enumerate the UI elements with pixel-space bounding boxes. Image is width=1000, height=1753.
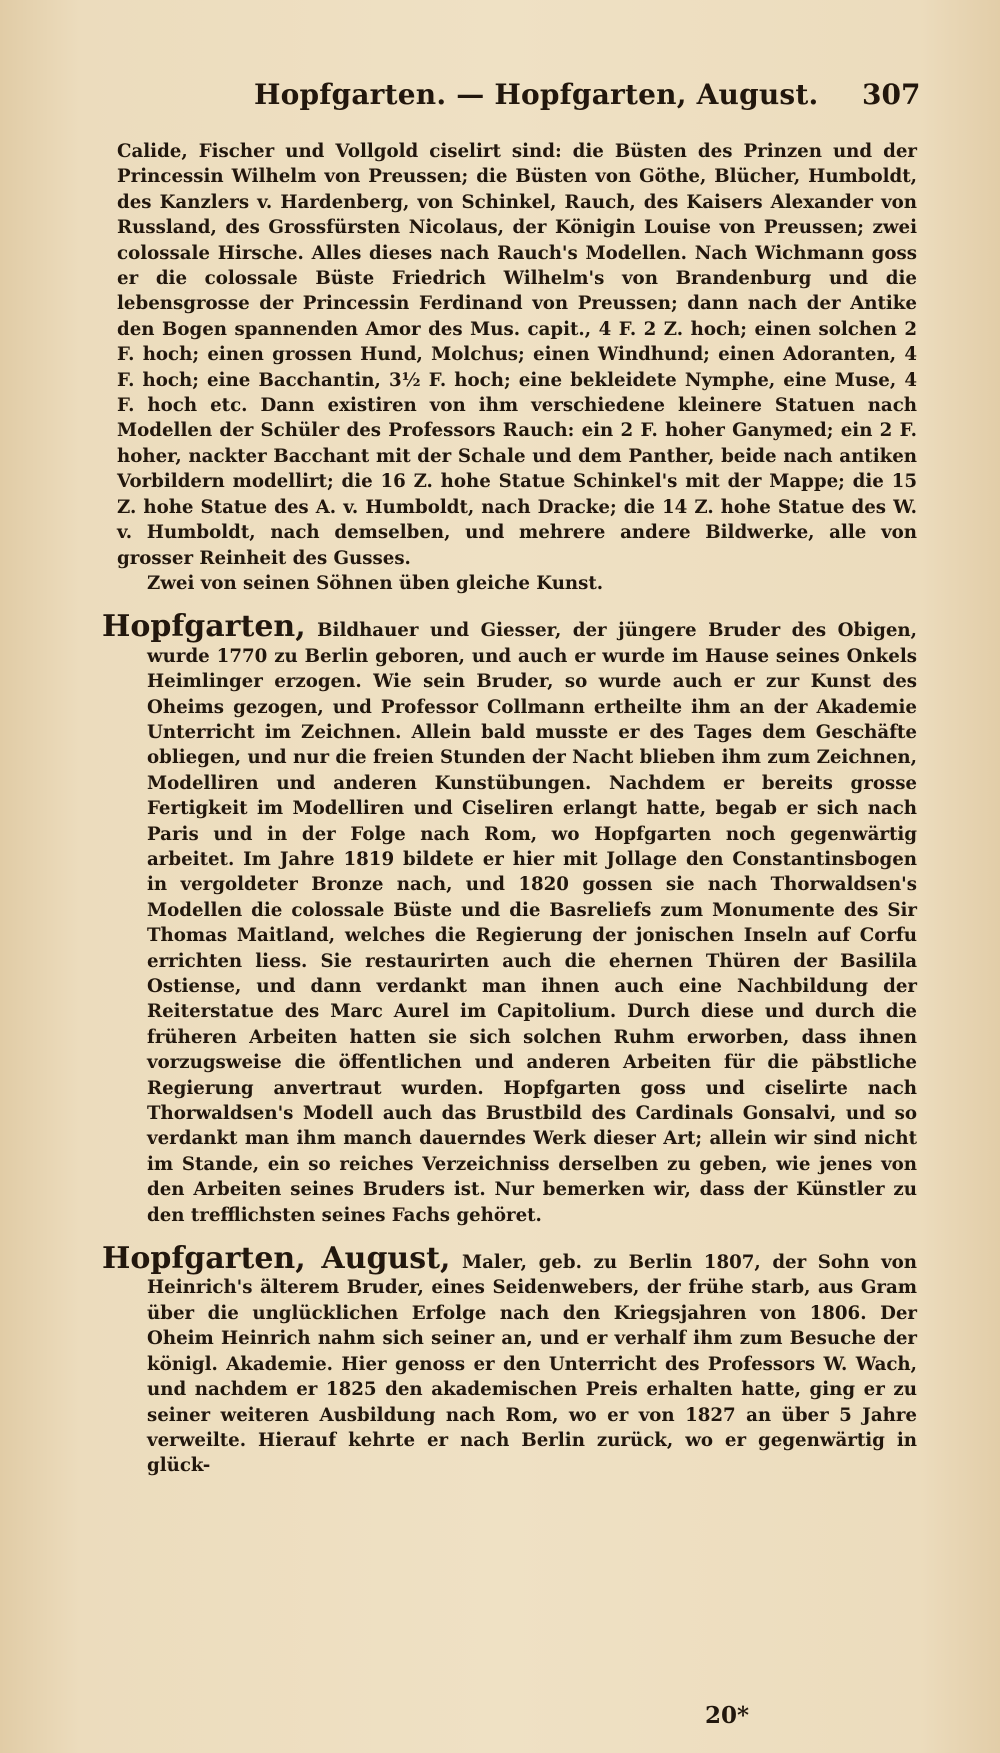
entry-text: Maler, geb. zu Berlin 1807, der Sohn von Heinrich's älterem Bruder, eines Seidenwebers, der frühe starb, aus Gram über die unglücklichen Erfolge nach den Kriegsjahren von 1806. Der Oheim Heinrich nahm sich seiner an, und er verhalf ihm zum Besuche der königl. Akademie. Hier genoss er den Unterricht des Professors W. Wach, und nachdem er 1825 den akademischen Preis erhalten hatte, ging er zu seiner weiteren Ausbildung nach Rom, wo er von 1827 an über 5 Jahre verweilte. Hierauf kehrte er nach Berlin zurück, wo er gegenwärtig in glück-: [147, 1252, 917, 1477]
running-head: Hopfgarten. — Hopfgarten, August.: [254, 78, 819, 111]
entry-text: Bildhauer und Giesser, der jüngere Bruder des Obigen, wurde 1770 zu Berlin geboren, und auch er wurde im Hause seines Onkels Heimlinger erzogen. Wie sein Bruder, so wurde auch er zur Kunst des Oheims gezogen, und Professor Collmann ertheilte ihm an der Akademie Unterricht im Zeichnen. Allein bald musste er des Tages dem Geschäfte obliegen, und nur die freien Stunden der Nacht blieben ihm zum Zeichnen, Modelliren und anderen Kunstübungen. Nachdem er bereits grosse Fertigkeit im Modelliren und Ciseliren erlangt hatte, begab er sich nach Paris und in der Folge nach Rom, wo Hopfgarten noch gegenwärtig arbeitet. Im Jahre 1819 bildete er hier mit Jollage den Constantinsbogen in vergoldeter Bronze nach, und 1820 gossen sie nach Thorwaldsen's Modellen die colossale Büste und die Basreliefs zum Monumente des Sir Thomas Maitland, welches die Regierung der jonischen Inseln auf Corfu errichten liess. Sie restaurirten auch die ehernen Thüren der Basilila Ostiense, und dann verdankt man ihnen auch eine Nachbildung der Reiterstatue des Marc Aurel im Capitolium. Durch diese und durch die früheren Arbeiten hatten sie sich solchen Ruhm erworben, dass ihnen vorzugsweise die öffentlichen und anderen Arbeiten für die päbstliche Regierung anvertraut wurden. Hopfgarten goss und ciselirte nach Thorwaldsen's Modell auch das Brustbild des Cardinals Gonsalvi, und so verdankt man ihm manch dauerndes Werk dieser Art; allein wir sind nicht im Stande, ein so reiches Verzeichniss derselben zu geben, wie jenes von den Arbeiten seines Bruders ist. Nur bemerken wir, dass der Künstler zu den trefflichsten seines Fachs gehöret.: [147, 620, 917, 1226]
entry-hopfgarten-august: [102, 1241, 917, 1479]
page-number: 307: [862, 78, 921, 111]
paragraph-sons: Zwei von seinen Söhnen üben gleiche Kunst.: [147, 572, 604, 594]
headword: Hopfgarten,: [102, 609, 306, 645]
headword: Hopfgarten, August,: [102, 1241, 451, 1277]
paragraph-continued: Calide, Fischer und Vollgold ciselirt sind: die Büsten des Prinzen und der Princessin Wilhelm von Preussen; die Büsten von Göthe, Blücher, Humboldt, des Kanzlers v. Hardenberg, von Schinkel, Rauch, des Kaisers Alexander von Russland, des Grossfürsten Nicolaus, der Königin Louise von Preussen; zwei colossale Hirsche. Alles dieses nach Rauch's Modellen. Nach Wichmann goss er die colossale Büste Friedrich Wilhelm's von Brandenburg und die lebensgrosse der Princessin Ferdinand von Preussen; dann nach der Antike den Bogen spannenden Amor des Mus. capit., 4 F. 2 Z. hoch; einen solchen 2 F. hoch; einen grossen Hund, Molchus; einen Windhund; einen Adoranten, 4 F. hoch; eine Bacchantin, 3½ F. hoch; eine bekleidete Nymphe, eine Muse, 4 F. hoch etc. Dann existiren von ihm verschiedene kleinere Statuen nach Modellen der Schüler des Professors Rauch: ein 2 F. hoher Ganymed; ein 2 F. hoher, nackter Bacchant mit der Schale und dem Panther, beide nach antiken Vorbildern modellirt; die 16 Z. hohe Statue Schinkel's mit der Mappe; die 15 Z. hohe Statue des A. v. Humboldt, nach Dracke; die 14 Z. hohe Statue des W. v. Humboldt, nach demselben, und mehrere andere Bildwerke, alle von grosser Reinheit des Gusses.: [117, 141, 917, 569]
body-text: [102, 139, 917, 1479]
signature-mark: 20*: [705, 1702, 750, 1729]
page-header: [0, 78, 1000, 118]
entry-hopfgarten: [102, 609, 917, 1228]
